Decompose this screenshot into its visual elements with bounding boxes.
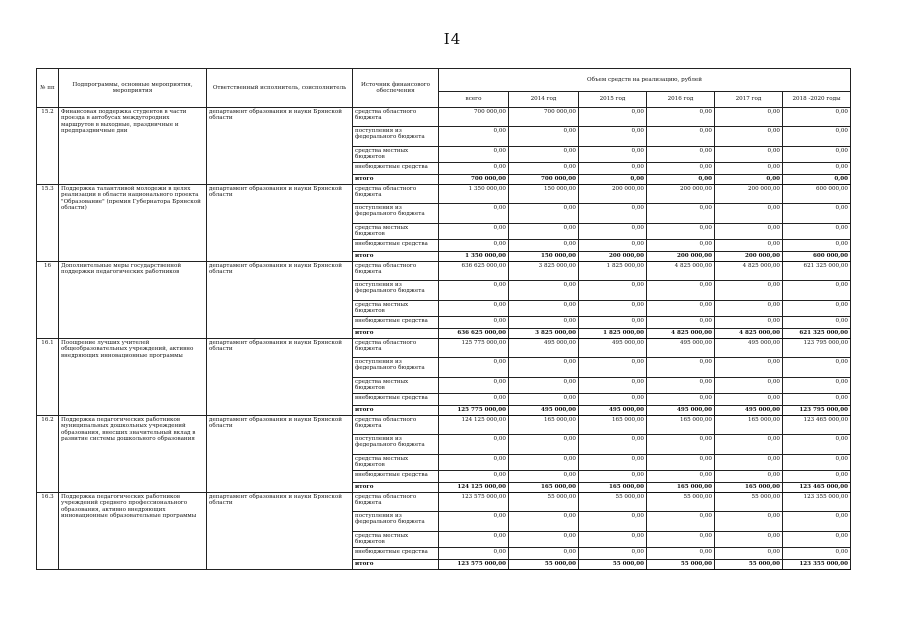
amount-cell: 0,00 bbox=[579, 548, 647, 560]
amount-cell: 0,00 bbox=[715, 224, 783, 240]
amount-cell: 0,00 bbox=[439, 378, 509, 394]
amount-cell: 700 000,00 bbox=[509, 175, 579, 185]
funding-source: поступления из федерального бюджета bbox=[353, 281, 439, 301]
amount-cell: 3 825 000,00 bbox=[509, 329, 579, 339]
amount-cell: 200 000,00 bbox=[579, 185, 647, 204]
funding-source: средства местных бюджетов bbox=[353, 147, 439, 163]
amount-cell: 0,00 bbox=[715, 281, 783, 301]
amount-cell: 123 465 000,00 bbox=[783, 483, 851, 493]
funding-source: средства местных бюджетов bbox=[353, 455, 439, 471]
amount-cell: 165 000,00 bbox=[579, 416, 647, 435]
amount-cell: 600 000,00 bbox=[783, 252, 851, 262]
amount-cell: 1 825 000,00 bbox=[579, 329, 647, 339]
amount-cell: 0,00 bbox=[439, 224, 509, 240]
amount-cell: 0,00 bbox=[715, 455, 783, 471]
funding-source: внебюджетные средства bbox=[353, 163, 439, 175]
item-name: Поддержка талантливой молодежи в целях реализации в области национального проекта "Образование" (премия Губернатора Брянской области) bbox=[59, 185, 207, 262]
amount-cell: 0,00 bbox=[647, 317, 715, 329]
amount-cell: 123 355 000,00 bbox=[783, 493, 851, 512]
amount-cell: 0,00 bbox=[579, 240, 647, 252]
amount-cell: 0,00 bbox=[579, 301, 647, 317]
amount-cell: 4 825 000,00 bbox=[715, 329, 783, 339]
amount-cell: 0,00 bbox=[509, 358, 579, 378]
amount-cell: 0,00 bbox=[783, 455, 851, 471]
funding-source: поступления из федерального бюджета bbox=[353, 127, 439, 147]
amount-cell: 0,00 bbox=[783, 471, 851, 483]
amount-cell: 0,00 bbox=[439, 317, 509, 329]
amount-cell: 1 350 000,00 bbox=[439, 185, 509, 204]
amount-cell: 124 125 000,00 bbox=[439, 416, 509, 435]
header-year-2015: 2015 год bbox=[579, 92, 647, 108]
amount-cell: 200 000,00 bbox=[647, 252, 715, 262]
amount-cell: 0,00 bbox=[647, 147, 715, 163]
amount-cell: 150 000,00 bbox=[509, 252, 579, 262]
funding-source: средства местных бюджетов bbox=[353, 301, 439, 317]
item-code: 15.3 bbox=[37, 185, 59, 262]
item-code: 16.2 bbox=[37, 416, 59, 493]
amount-cell: 0,00 bbox=[783, 301, 851, 317]
amount-cell: 0,00 bbox=[647, 435, 715, 455]
amount-cell: 0,00 bbox=[579, 175, 647, 185]
amount-cell: 0,00 bbox=[647, 548, 715, 560]
table-row bbox=[37, 493, 851, 512]
amount-cell: 0,00 bbox=[647, 163, 715, 175]
amount-cell: 0,00 bbox=[647, 175, 715, 185]
amount-cell: 636 625 000,00 bbox=[439, 262, 509, 281]
table-body bbox=[37, 108, 851, 570]
amount-cell: 0,00 bbox=[509, 127, 579, 147]
table-row bbox=[37, 185, 851, 204]
amount-cell: 0,00 bbox=[509, 512, 579, 532]
amount-cell: 165 000,00 bbox=[715, 416, 783, 435]
header-year-2017: 2017 год bbox=[715, 92, 783, 108]
amount-cell: 0,00 bbox=[509, 163, 579, 175]
amount-cell: 0,00 bbox=[439, 548, 509, 560]
amount-cell: 700 000,00 bbox=[509, 108, 579, 127]
amount-cell: 0,00 bbox=[783, 358, 851, 378]
funding-source: итого bbox=[353, 560, 439, 570]
amount-cell: 0,00 bbox=[783, 175, 851, 185]
amount-cell: 4 825 000,00 bbox=[647, 262, 715, 281]
amount-cell: 55 000,00 bbox=[509, 493, 579, 512]
amount-cell: 495 000,00 bbox=[509, 406, 579, 416]
funding-source: поступления из федерального бюджета bbox=[353, 512, 439, 532]
amount-cell: 0,00 bbox=[509, 240, 579, 252]
amount-cell: 0,00 bbox=[647, 378, 715, 394]
amount-cell: 200 000,00 bbox=[715, 252, 783, 262]
amount-cell: 0,00 bbox=[439, 532, 509, 548]
amount-cell: 0,00 bbox=[715, 240, 783, 252]
amount-cell: 0,00 bbox=[509, 281, 579, 301]
funding-source: внебюджетные средства bbox=[353, 548, 439, 560]
item-name: Поощрение лучших учителей общеобразовательных учреждений, активно внедряющих инновационные программы bbox=[59, 339, 207, 416]
amount-cell: 0,00 bbox=[715, 548, 783, 560]
amount-cell: 0,00 bbox=[579, 204, 647, 224]
amount-cell: 0,00 bbox=[579, 317, 647, 329]
header-year-2016: 2016 год bbox=[647, 92, 715, 108]
amount-cell: 0,00 bbox=[647, 127, 715, 147]
amount-cell: 0,00 bbox=[509, 317, 579, 329]
funding-source: средства местных бюджетов bbox=[353, 532, 439, 548]
amount-cell: 123 355 000,00 bbox=[783, 560, 851, 570]
amount-cell: 165 000,00 bbox=[715, 483, 783, 493]
amount-cell: 0,00 bbox=[439, 471, 509, 483]
amount-cell: 0,00 bbox=[783, 394, 851, 406]
amount-cell: 123 795 000,00 bbox=[783, 406, 851, 416]
header-no: № пп bbox=[37, 69, 59, 108]
amount-cell: 0,00 bbox=[579, 512, 647, 532]
item-code: 16.3 bbox=[37, 493, 59, 570]
amount-cell: 0,00 bbox=[715, 147, 783, 163]
amount-cell: 0,00 bbox=[579, 394, 647, 406]
amount-cell: 55 000,00 bbox=[715, 493, 783, 512]
amount-cell: 0,00 bbox=[647, 301, 715, 317]
amount-cell: 0,00 bbox=[509, 548, 579, 560]
amount-cell: 0,00 bbox=[439, 163, 509, 175]
page-number: I4 bbox=[443, 30, 462, 48]
funding-source: поступления из федерального бюджета bbox=[353, 435, 439, 455]
amount-cell: 0,00 bbox=[579, 108, 647, 127]
funding-source: итого bbox=[353, 175, 439, 185]
amount-cell: 0,00 bbox=[783, 378, 851, 394]
amount-cell: 700 000,00 bbox=[439, 108, 509, 127]
amount-cell: 0,00 bbox=[439, 512, 509, 532]
funding-source: средства областного бюджета bbox=[353, 493, 439, 512]
item-name: Поддержка педагогических работников муниципальных дошкольных учреждений образования, внесших значительный вклад в развитие системы дошкольного образования bbox=[59, 416, 207, 493]
amount-cell: 0,00 bbox=[783, 240, 851, 252]
item-executor: департамент образования и науки Брянской области bbox=[207, 339, 353, 416]
funding-source: средства областного бюджета bbox=[353, 185, 439, 204]
amount-cell: 55 000,00 bbox=[509, 560, 579, 570]
amount-cell: 0,00 bbox=[579, 532, 647, 548]
amount-cell: 0,00 bbox=[509, 147, 579, 163]
amount-cell: 0,00 bbox=[715, 394, 783, 406]
amount-cell: 0,00 bbox=[439, 147, 509, 163]
amount-cell: 124 125 000,00 bbox=[439, 483, 509, 493]
amount-cell: 0,00 bbox=[579, 435, 647, 455]
amount-cell: 495 000,00 bbox=[509, 339, 579, 358]
amount-cell: 0,00 bbox=[579, 127, 647, 147]
header-year-2014: 2014 год bbox=[509, 92, 579, 108]
amount-cell: 0,00 bbox=[509, 301, 579, 317]
amount-cell: 621 325 000,00 bbox=[783, 262, 851, 281]
funding-source: средства областного бюджета bbox=[353, 108, 439, 127]
funding-source: средства областного бюджета bbox=[353, 262, 439, 281]
amount-cell: 0,00 bbox=[509, 394, 579, 406]
funding-source: внебюджетные средства bbox=[353, 394, 439, 406]
amount-cell: 0,00 bbox=[783, 108, 851, 127]
amount-cell: 495 000,00 bbox=[579, 406, 647, 416]
header-executor: Ответственный исполнитель, соисполнитель bbox=[207, 69, 353, 108]
amount-cell: 0,00 bbox=[783, 281, 851, 301]
item-executor: департамент образования и науки Брянской области bbox=[207, 416, 353, 493]
table-row bbox=[37, 339, 851, 358]
amount-cell: 621 325 000,00 bbox=[783, 329, 851, 339]
amount-cell: 0,00 bbox=[647, 394, 715, 406]
amount-cell: 125 775 000,00 bbox=[439, 406, 509, 416]
amount-cell: 123 575 000,00 bbox=[439, 493, 509, 512]
amount-cell: 55 000,00 bbox=[647, 493, 715, 512]
amount-cell: 0,00 bbox=[509, 455, 579, 471]
amount-cell: 0,00 bbox=[647, 512, 715, 532]
funding-source: итого bbox=[353, 252, 439, 262]
amount-cell: 0,00 bbox=[647, 455, 715, 471]
item-name: Поддержка педагогических работников учреждений среднего профессионального образования, активно внедряющих инновационные образовательные программы bbox=[59, 493, 207, 570]
amount-cell: 0,00 bbox=[509, 471, 579, 483]
amount-cell: 4 825 000,00 bbox=[715, 262, 783, 281]
amount-cell: 0,00 bbox=[647, 281, 715, 301]
amount-cell: 165 000,00 bbox=[647, 483, 715, 493]
amount-cell: 0,00 bbox=[715, 127, 783, 147]
amount-cell: 0,00 bbox=[579, 471, 647, 483]
amount-cell: 0,00 bbox=[783, 204, 851, 224]
item-executor: департамент образования и науки Брянской области bbox=[207, 493, 353, 570]
amount-cell: 0,00 bbox=[647, 224, 715, 240]
amount-cell: 123 795 000,00 bbox=[783, 339, 851, 358]
funding-source: внебюджетные средства bbox=[353, 317, 439, 329]
funding-source: итого bbox=[353, 406, 439, 416]
amount-cell: 200 000,00 bbox=[715, 185, 783, 204]
amount-cell: 0,00 bbox=[509, 435, 579, 455]
amount-cell: 0,00 bbox=[715, 532, 783, 548]
header-year-2018-2020: 2018 -2020 годы bbox=[783, 92, 851, 108]
amount-cell: 495 000,00 bbox=[647, 406, 715, 416]
amount-cell: 55 000,00 bbox=[647, 560, 715, 570]
amount-cell: 4 825 000,00 bbox=[647, 329, 715, 339]
item-code: 15.2 bbox=[37, 108, 59, 185]
amount-cell: 0,00 bbox=[715, 204, 783, 224]
amount-cell: 0,00 bbox=[647, 204, 715, 224]
amount-cell: 0,00 bbox=[579, 163, 647, 175]
amount-cell: 0,00 bbox=[715, 512, 783, 532]
amount-cell: 125 775 000,00 bbox=[439, 339, 509, 358]
amount-cell: 0,00 bbox=[783, 532, 851, 548]
amount-cell: 0,00 bbox=[783, 147, 851, 163]
amount-cell: 0,00 bbox=[439, 240, 509, 252]
amount-cell: 1 350 000,00 bbox=[439, 252, 509, 262]
amount-cell: 0,00 bbox=[579, 378, 647, 394]
amount-cell: 165 000,00 bbox=[647, 416, 715, 435]
amount-cell: 123 575 000,00 bbox=[439, 560, 509, 570]
amount-cell: 495 000,00 bbox=[715, 339, 783, 358]
amount-cell: 0,00 bbox=[579, 224, 647, 240]
amount-cell: 0,00 bbox=[579, 147, 647, 163]
item-code: 16.1 bbox=[37, 339, 59, 416]
table-row bbox=[37, 108, 851, 127]
amount-cell: 165 000,00 bbox=[509, 483, 579, 493]
amount-cell: 0,00 bbox=[579, 281, 647, 301]
amount-cell: 0,00 bbox=[715, 108, 783, 127]
item-executor: департамент образования и науки Брянской области bbox=[207, 185, 353, 262]
amount-cell: 0,00 bbox=[439, 455, 509, 471]
amount-cell: 0,00 bbox=[439, 394, 509, 406]
amount-cell: 55 000,00 bbox=[579, 493, 647, 512]
funding-source: внебюджетные средства bbox=[353, 240, 439, 252]
funding-source: средства местных бюджетов bbox=[353, 224, 439, 240]
amount-cell: 0,00 bbox=[715, 301, 783, 317]
amount-cell: 0,00 bbox=[439, 435, 509, 455]
amount-cell: 0,00 bbox=[509, 224, 579, 240]
funding-source: средства областного бюджета bbox=[353, 416, 439, 435]
amount-cell: 0,00 bbox=[783, 512, 851, 532]
amount-cell: 0,00 bbox=[783, 163, 851, 175]
funding-source: средства областного бюджета bbox=[353, 339, 439, 358]
header-source: Источник финансового обеспечения bbox=[353, 69, 439, 108]
amount-cell: 0,00 bbox=[715, 317, 783, 329]
amount-cell: 0,00 bbox=[439, 281, 509, 301]
table-row bbox=[37, 416, 851, 435]
amount-cell: 0,00 bbox=[579, 358, 647, 378]
amount-cell: 0,00 bbox=[783, 127, 851, 147]
funding-table bbox=[36, 68, 851, 570]
amount-cell: 165 000,00 bbox=[579, 483, 647, 493]
amount-cell: 0,00 bbox=[783, 435, 851, 455]
item-executor: департамент образования и науки Брянской области bbox=[207, 262, 353, 339]
amount-cell: 0,00 bbox=[715, 358, 783, 378]
amount-cell: 0,00 bbox=[647, 108, 715, 127]
item-executor: департамент образования и науки Брянской области bbox=[207, 108, 353, 185]
amount-cell: 0,00 bbox=[647, 532, 715, 548]
table-row bbox=[37, 262, 851, 281]
amount-cell: 0,00 bbox=[647, 240, 715, 252]
amount-cell: 495 000,00 bbox=[647, 339, 715, 358]
item-name: Дополнительные меры государственной поддержки педагогических работников bbox=[59, 262, 207, 339]
amount-cell: 0,00 bbox=[439, 358, 509, 378]
header-volume: Объем средств на реализацию, рублей bbox=[439, 69, 851, 92]
amount-cell: 150 000,00 bbox=[509, 185, 579, 204]
amount-cell: 636 625 000,00 bbox=[439, 329, 509, 339]
amount-cell: 55 000,00 bbox=[579, 560, 647, 570]
amount-cell: 0,00 bbox=[647, 358, 715, 378]
amount-cell: 165 000,00 bbox=[509, 416, 579, 435]
amount-cell: 55 000,00 bbox=[715, 560, 783, 570]
amount-cell: 495 000,00 bbox=[579, 339, 647, 358]
amount-cell: 0,00 bbox=[439, 127, 509, 147]
amount-cell: 0,00 bbox=[715, 435, 783, 455]
amount-cell: 600 000,00 bbox=[783, 185, 851, 204]
header-name: Подпрограммы, основные мероприятия, мероприятия bbox=[59, 69, 207, 108]
funding-source: поступления из федерального бюджета bbox=[353, 204, 439, 224]
amount-cell: 0,00 bbox=[439, 204, 509, 224]
item-name: Финансовая поддержка студентов в части проезда в автобусах междугородних маршрутов в выходные, праздничные и предпраздничные дни bbox=[59, 108, 207, 185]
amount-cell: 0,00 bbox=[715, 163, 783, 175]
amount-cell: 0,00 bbox=[783, 317, 851, 329]
amount-cell: 3 825 000,00 bbox=[509, 262, 579, 281]
amount-cell: 0,00 bbox=[783, 224, 851, 240]
amount-cell: 123 465 000,00 bbox=[783, 416, 851, 435]
amount-cell: 0,00 bbox=[783, 548, 851, 560]
amount-cell: 200 000,00 bbox=[647, 185, 715, 204]
header-year-total: всего bbox=[439, 92, 509, 108]
amount-cell: 0,00 bbox=[647, 471, 715, 483]
funding-source: средства местных бюджетов bbox=[353, 378, 439, 394]
amount-cell: 0,00 bbox=[509, 378, 579, 394]
amount-cell: 0,00 bbox=[715, 175, 783, 185]
amount-cell: 0,00 bbox=[715, 378, 783, 394]
funding-source: поступления из федерального бюджета bbox=[353, 358, 439, 378]
amount-cell: 495 000,00 bbox=[715, 406, 783, 416]
amount-cell: 0,00 bbox=[579, 455, 647, 471]
amount-cell: 0,00 bbox=[715, 471, 783, 483]
amount-cell: 0,00 bbox=[439, 301, 509, 317]
item-code: 16 bbox=[37, 262, 59, 339]
funding-source: итого bbox=[353, 329, 439, 339]
amount-cell: 700 000,00 bbox=[439, 175, 509, 185]
funding-source: внебюджетные средства bbox=[353, 471, 439, 483]
funding-source: итого bbox=[353, 483, 439, 493]
amount-cell: 0,00 bbox=[509, 204, 579, 224]
amount-cell: 1 825 000,00 bbox=[579, 262, 647, 281]
amount-cell: 0,00 bbox=[509, 532, 579, 548]
amount-cell: 200 000,00 bbox=[579, 252, 647, 262]
